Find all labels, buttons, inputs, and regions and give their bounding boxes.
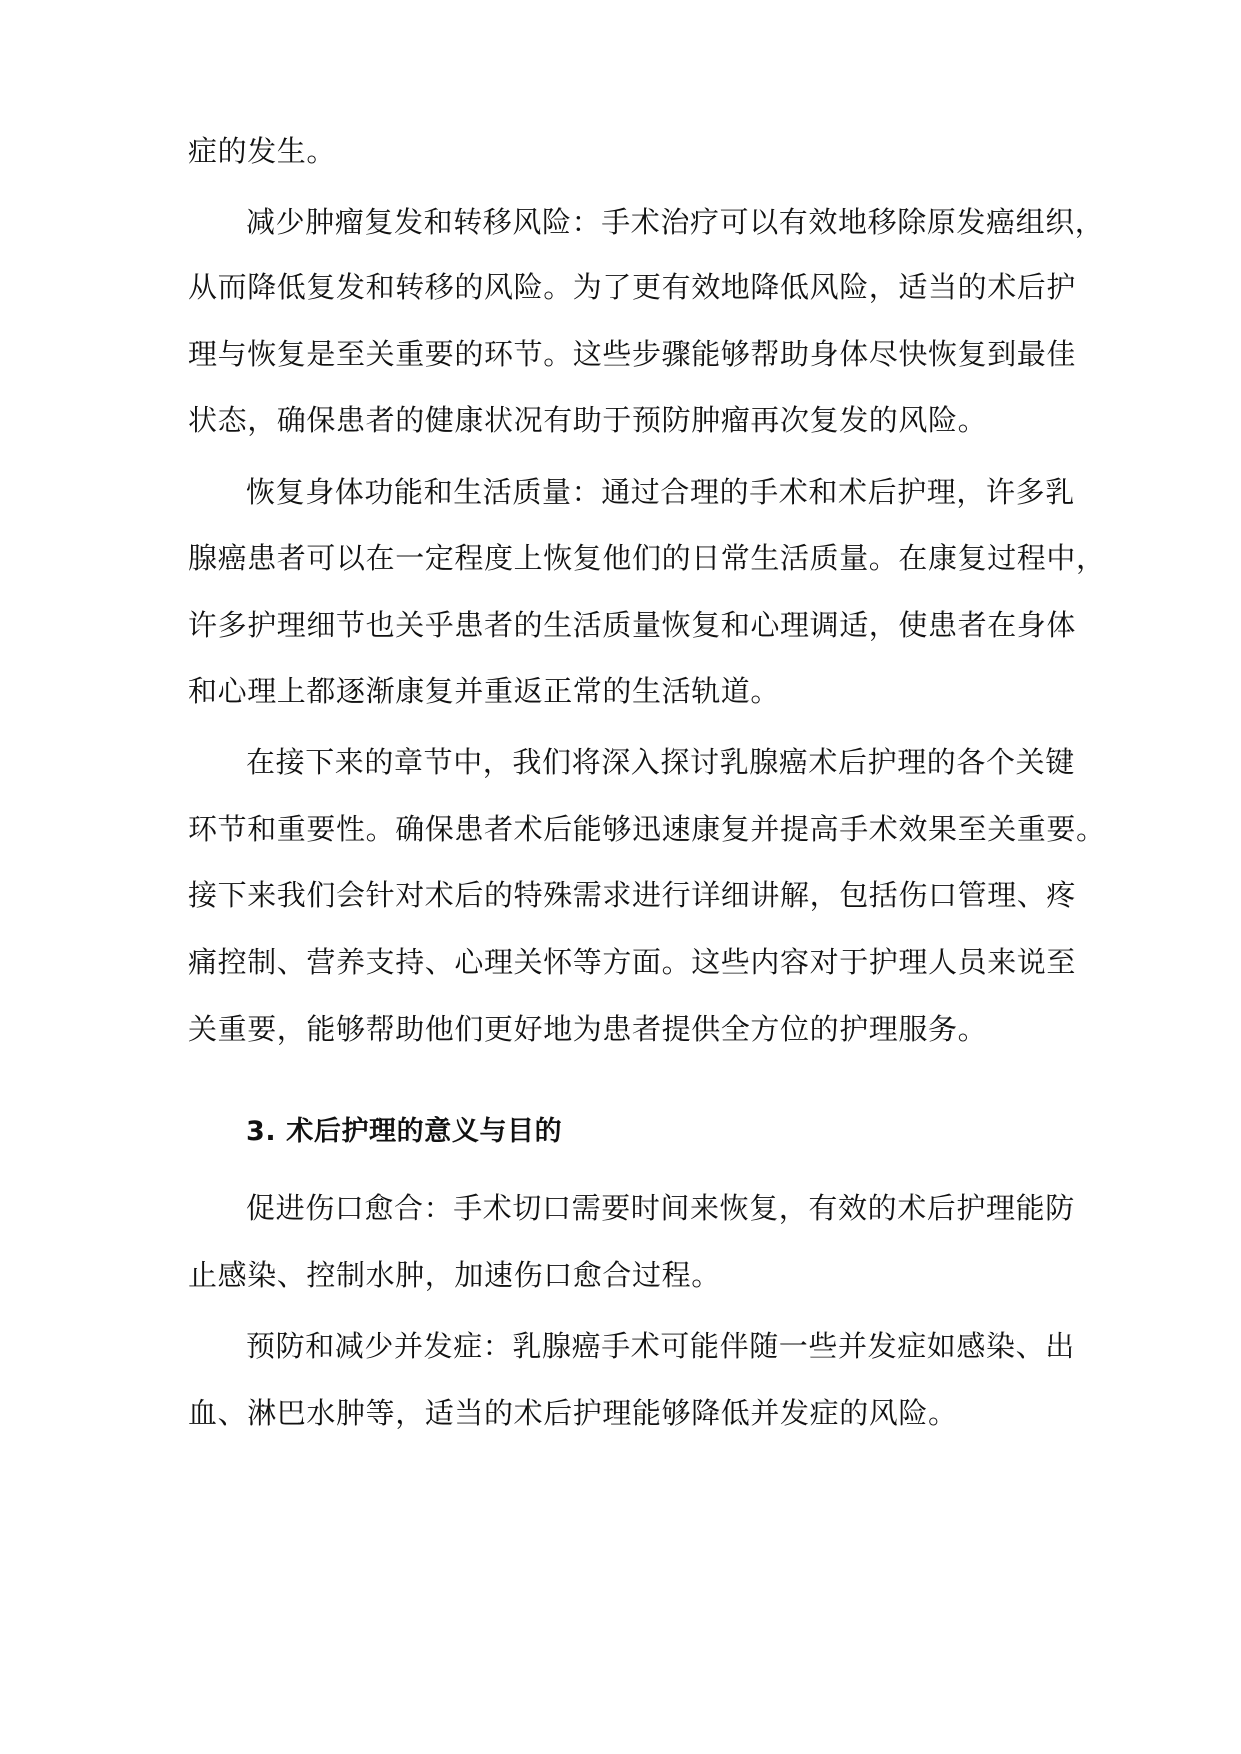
paragraph-line: 痛控制、营养支持、心理关怀等方面。这些内容对于护理人员来说至 (188, 945, 1077, 979)
paragraph-line: 状态，确保患者的健康状况有助于预防肿瘤再次复发的风险。 (188, 403, 988, 437)
paragraph-line: 从而降低复发和转移的风险。为了更有效地降低风险，适当的术后护 (188, 270, 1077, 304)
paragraph-line: 理与恢复是至关重要的环节。这些步骤能够帮助身体尽快恢复到最佳 (188, 337, 1077, 371)
paragraph-line: 减少肿瘤复发和转移风险：手术治疗可以有效地移除原发癌组织， (246, 205, 1105, 239)
paragraph-line: 血、淋巴水肿等，适当的术后护理能够降低并发症的风险。 (188, 1396, 958, 1430)
paragraph-line: 在接下来的章节中，我们将深入探讨乳腺癌术后护理的各个关键 (246, 745, 1075, 779)
paragraph-line: 环节和重要性。确保患者术后能够迅速康复并提高手术效果至关重要。 (188, 812, 1106, 846)
section-heading: 3. 术后护理的意义与目的 (246, 1116, 563, 1147)
paragraph-line: 恢复身体功能和生活质量：通过合理的手术和术后护理，许多乳 (246, 475, 1075, 509)
paragraph-line: 预防和减少并发症：乳腺癌手术可能伴随一些并发症如感染、出 (246, 1329, 1075, 1363)
paragraph-line: 症的发生。 (188, 134, 337, 168)
paragraph-line: 促进伤口愈合：手术切口需要时间来恢复，有效的术后护理能防 (246, 1191, 1075, 1225)
paragraph-line: 关重要，能够帮助他们更好地为患者提供全方位的护理服务。 (188, 1012, 988, 1046)
paragraph-line: 许多护理细节也关乎患者的生活质量恢复和心理调适，使患者在身体 (188, 608, 1077, 642)
paragraph-line: 和心理上都逐渐康复并重返正常的生活轨道。 (188, 674, 781, 708)
paragraph-line: 接下来我们会针对术后的特殊需求进行详细讲解，包括伤口管理、疼 (188, 878, 1077, 912)
paragraph-line: 腺癌患者可以在一定程度上恢复他们的日常生活质量。在康复过程中， (188, 541, 1106, 575)
paragraph-line: 止感染、控制水肿，加速伤口愈合过程。 (188, 1258, 721, 1292)
